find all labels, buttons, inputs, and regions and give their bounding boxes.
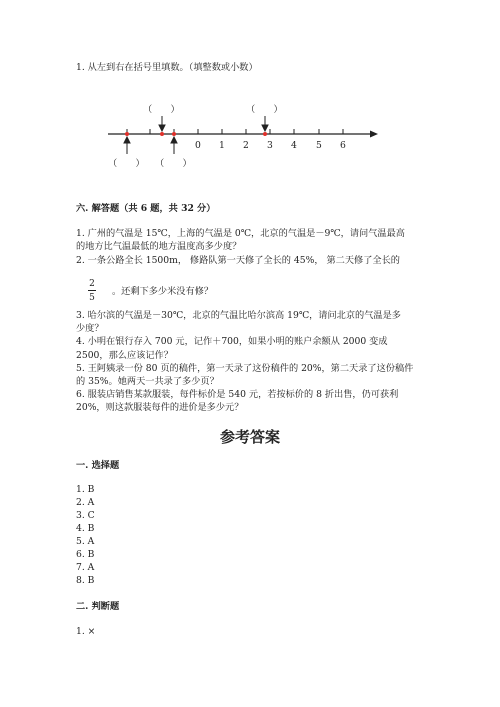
answer-item: 3. C — [76, 510, 95, 521]
problem-line: 4. 小明在银行存入 700 元，记作＋700，如果小明的账户余额从 2000 变成 — [76, 336, 388, 347]
problem-line: 6. 服装店销售某款服装，每件标价是 540 元，若按标价的 8 折出售，仍可获利 — [76, 389, 399, 400]
point-marker — [125, 132, 129, 136]
answer-item: 8. B — [76, 575, 95, 586]
tick-label: 0 — [195, 140, 201, 151]
bracket-bottom-2: （ ） — [155, 158, 192, 169]
point-marker — [172, 132, 176, 136]
problem-line: 3. 哈尔滨的气温是－30℃，北京的气温比哈尔滨高 19℃，请问北京的气温是多 — [76, 310, 401, 321]
bracket-top-1: （ ） — [143, 104, 180, 115]
number-line-arrowhead — [370, 131, 378, 138]
answer-item: 6. B — [76, 549, 95, 560]
problem-line: 20%，则这款服装每件的进价是多少元？ — [76, 402, 244, 413]
judge-answer-item: 1. × — [76, 626, 96, 637]
answer-item: 4. B — [76, 523, 95, 534]
tick-label: 6 — [340, 140, 346, 151]
problem-line: 1. 广州的气温是 15℃，上海的气温是 0℃，北京的气温是－9℃，请问气温最高 — [76, 228, 405, 239]
question-1-text: 1. 从左到右在括号里填数。（填整数或小数） — [76, 62, 258, 73]
problem-line: 的地方比气温最低的地方温度高多少度？ — [76, 241, 242, 252]
arrow-down-head — [262, 125, 268, 131]
answer-item: 2. A — [76, 497, 95, 508]
tick-label: 1 — [219, 140, 225, 151]
tick-label: 2 — [243, 140, 249, 151]
tick-label: 4 — [291, 140, 297, 151]
answer-item: 5. A — [76, 536, 95, 547]
number-line-figure — [0, 0, 500, 200]
answers-title: 参考答案 — [219, 428, 280, 446]
problem-line: 的 35%。她两天一共录了多少页？ — [76, 376, 219, 387]
problem-line: 2500，那么应该记作？ — [76, 350, 173, 361]
arrow-up-head — [171, 137, 177, 143]
tick-label: 3 — [267, 140, 273, 151]
section-6-title: 六. 解答题（共 6 题，共 32 分） — [76, 203, 216, 214]
answers-section-1-title: 一. 选择题 — [76, 460, 120, 471]
bracket-top-2: （ ） — [246, 104, 283, 115]
point-marker — [263, 132, 267, 136]
point-marker — [160, 132, 164, 136]
fraction-bar — [88, 290, 96, 291]
bracket-bottom-1: （ ） — [108, 158, 145, 169]
problem-line: 2. 一条公路全长 1500m， 修路队第一天修了全长的 45%， 第二天修了全长的 — [76, 255, 400, 266]
fraction-denominator: 5 — [89, 293, 95, 303]
answer-item: 7. A — [76, 562, 95, 573]
arrow-up-head — [124, 137, 130, 143]
tick-label: 5 — [316, 140, 322, 151]
problem-line: 少度？ — [76, 323, 104, 334]
problem-line: 。还剩下多少米没有修？ — [112, 286, 214, 297]
arrow-down-head — [159, 125, 165, 131]
problem-line: 5. 王阿姨录一份 80 页的稿件，第一天录了这份稿件的 20%，第二天录了这份稿件 — [76, 363, 414, 374]
answers-section-2-title: 二. 判断题 — [76, 601, 120, 612]
answer-item: 1. B — [76, 484, 95, 495]
fraction-numerator: 2 — [89, 279, 95, 289]
